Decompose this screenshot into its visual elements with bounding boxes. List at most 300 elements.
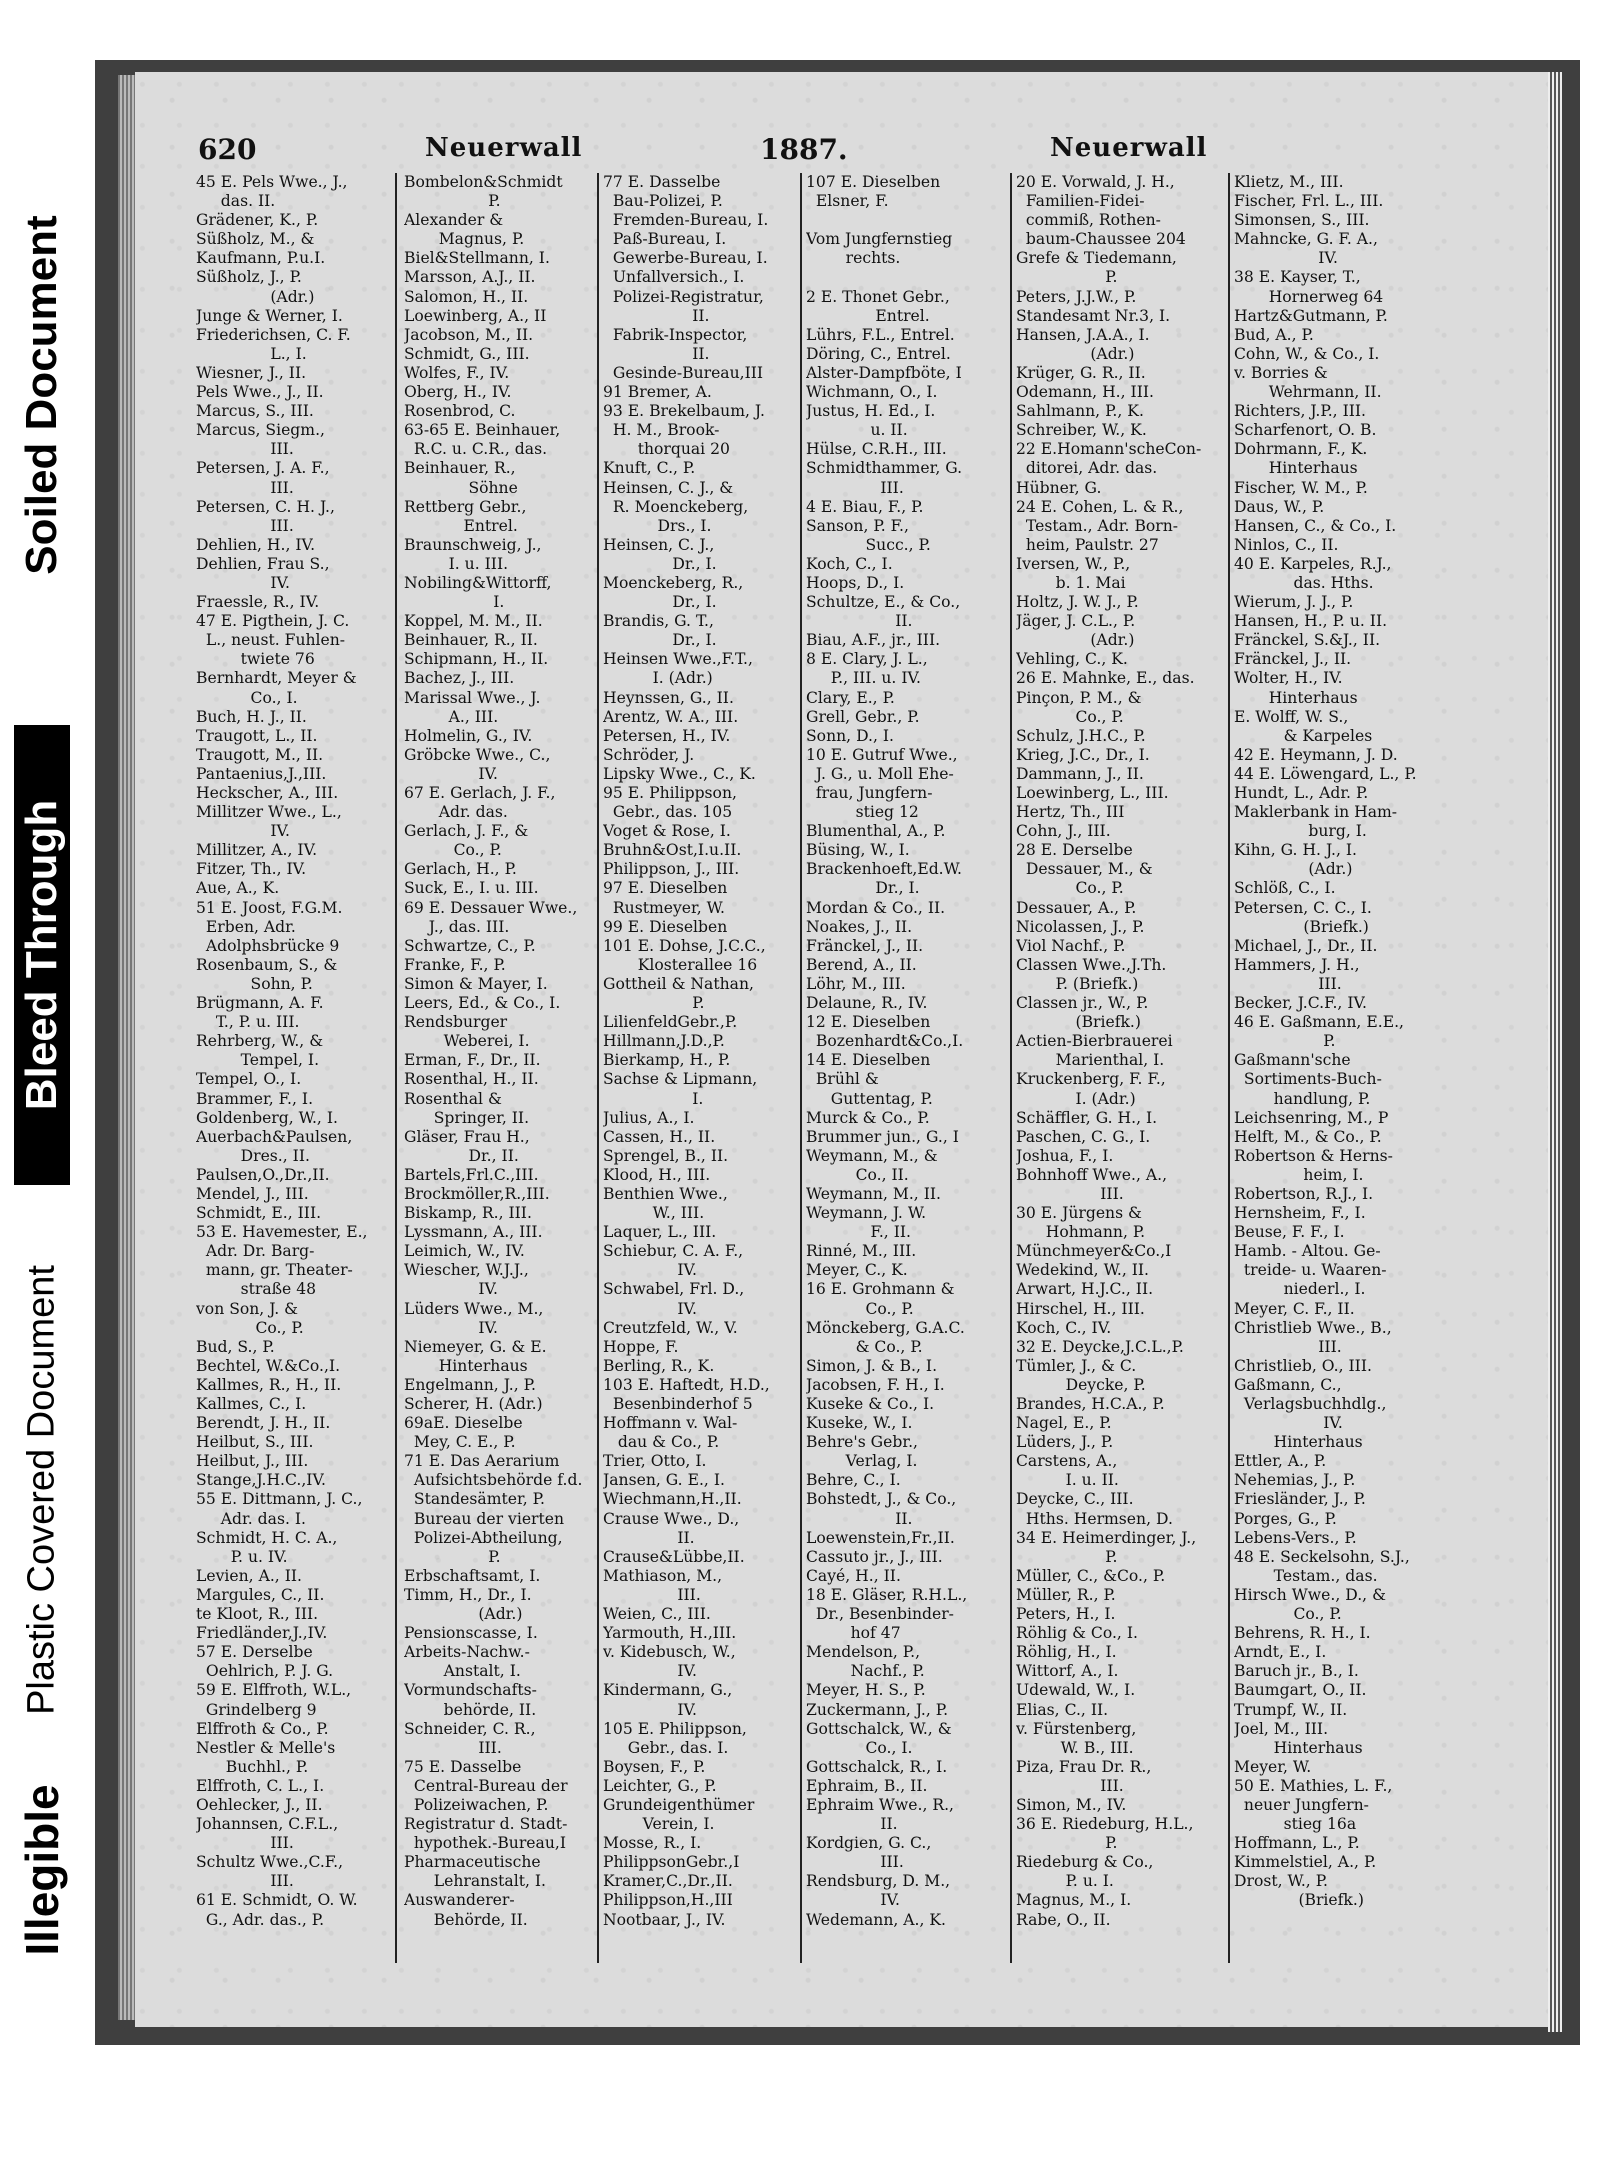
- directory-entry-line: IV.: [404, 764, 499, 783]
- directory-entry-line: IV.: [806, 1891, 901, 1910]
- directory-entry-line: 30 E. Jürgens &: [1016, 1204, 1142, 1223]
- directory-entry-line: Gerlach, H., P.: [404, 860, 517, 879]
- directory-entry-line: Bechtel, W.&Co.,I.: [196, 1356, 341, 1375]
- directory-entry-line: Nagel, E., P.: [1016, 1414, 1112, 1433]
- directory-entry-line: heim, Paulstr. 27: [1016, 535, 1159, 554]
- directory-entry-line: Pantaenius,J.,III.: [196, 764, 327, 783]
- directory-entry-line: Clary, E., P.: [806, 688, 895, 707]
- directory-entry-line: Grundeigenthümer: [603, 1795, 755, 1814]
- directory-entry-line: Behre's Gebr.,: [806, 1433, 918, 1452]
- directory-entry-line: Fränckel, J., II.: [806, 936, 924, 955]
- directory-entry-line: Arentz, W. A., III.: [603, 707, 739, 726]
- directory-entry-line: 45 E. Pels Wwe., J.,: [196, 173, 348, 191]
- directory-entry-line: E. Wolff, W. S.,: [1234, 707, 1349, 726]
- directory-entry-line: Laquer, L., III.: [603, 1223, 717, 1242]
- directory-entry-line: Kramer,C.,Dr.,II.: [603, 1872, 733, 1891]
- directory-entry-line: II.: [806, 1815, 898, 1834]
- directory-entry-line: Ettler, A., P.: [1234, 1452, 1327, 1471]
- directory-entry-line: Sprengel, B., II.: [603, 1146, 729, 1165]
- directory-entry-line: Hertz, Th., III: [1016, 803, 1125, 822]
- directory-entry-line: Heinsen Wwe.,F.T.,: [603, 650, 753, 669]
- directory-entry-line: Sanson, P. F.,: [806, 516, 909, 535]
- directory-entry-line: 97 E. Dieselben: [603, 879, 728, 898]
- directory-entry-line: Biau, A.F., jr., III.: [806, 631, 941, 650]
- directory-entry-line: Kaufmann, P.u.I.: [196, 249, 326, 268]
- directory-entry-line: & Co., P.: [806, 1337, 923, 1356]
- directory-entry-line: Loewinberg, A., II: [404, 306, 547, 325]
- directory-entry-line: Hansen, C., & Co., I.: [1234, 516, 1397, 535]
- directory-column-5: [1016, 173, 1224, 1973]
- directory-entry-line: Fremden-Bureau, I.: [603, 211, 769, 230]
- directory-entry-line: Hirschel, H., III.: [1016, 1299, 1145, 1318]
- directory-entry-line: G., Adr. das., P.: [196, 1910, 325, 1929]
- directory-entry-line: Friesländer, J., P.: [1234, 1490, 1366, 1509]
- directory-entry-line: Johannsen, C.F.L.,: [196, 1815, 339, 1834]
- directory-entry-line: Baumgart, O., II.: [1234, 1681, 1367, 1700]
- directory-entry-line: I. u. II.: [1016, 1471, 1119, 1490]
- directory-column-1: [196, 173, 386, 1973]
- directory-entry-line: Zuckermann, J., P.: [806, 1700, 949, 1719]
- directory-entry-line: Süßholz, J., P.: [196, 268, 302, 287]
- directory-entry-line: T., P. u. III.: [196, 1013, 300, 1032]
- directory-entry-line: Klood, H., III.: [603, 1165, 711, 1184]
- directory-entry-line: Schulz, J.H.C., P.: [1016, 726, 1146, 745]
- directory-entry-line: Fitzer, Th., IV.: [196, 860, 307, 879]
- directory-entry-line: Rettberg Gebr.,: [404, 497, 527, 516]
- directory-entry-line: Holtz, J. W. J., P.: [1016, 593, 1139, 612]
- directory-entry-line: III.: [196, 478, 294, 497]
- directory-entry-line: das. II.: [196, 192, 276, 211]
- directory-entry-line: Dammann, J., II.: [1016, 764, 1144, 783]
- directory-entry-line: Bohnhoff Wwe., A.,: [1016, 1165, 1168, 1184]
- directory-entry-line: II.: [806, 612, 913, 631]
- directory-entry-line: P.: [404, 192, 501, 211]
- directory-entry-line: Dr., I.: [603, 554, 717, 573]
- directory-entry-line: Meyer, C., K.: [806, 1261, 908, 1280]
- directory-entry-line: P.: [1234, 1032, 1336, 1051]
- directory-entry-line: 36 E. Riedeburg, H.L.,: [1016, 1815, 1194, 1834]
- directory-entry-line: Hübner, G.: [1016, 478, 1102, 497]
- directory-entry-line: Verlagsbuchhdlg.,: [1234, 1395, 1387, 1413]
- directory-entry-line: Trier, Otto, I.: [603, 1452, 707, 1471]
- directory-entry-line: Becker, J.C.F., IV.: [1234, 994, 1367, 1013]
- directory-entry-line: Bachez, J., III.: [404, 669, 515, 688]
- directory-entry-line: 32 E. Deycke,J.C.L.,P.: [1016, 1337, 1184, 1356]
- directory-entry-line: Alexander &: [404, 211, 504, 230]
- directory-entry-line: Mendel, J., III.: [196, 1184, 309, 1203]
- directory-entry-line: IV.: [196, 822, 291, 841]
- directory-entry-line: 44 E. Löwengard, L., P.: [1234, 764, 1417, 783]
- directory-entry-line: I. (Adr.): [603, 669, 713, 688]
- directory-entry-line: 55 E. Dittmann, J. C.,: [196, 1490, 363, 1509]
- directory-entry-line: Daus, W., P.: [1234, 497, 1325, 516]
- directory-entry-line: Klosterallee 16: [603, 955, 758, 974]
- directory-entry-line: P.: [1016, 1547, 1118, 1566]
- directory-entry-line: 20 E. Vorwald, J. H.,: [1016, 173, 1175, 191]
- directory-entry-line: Moenckeberg, R.,: [603, 573, 744, 592]
- directory-entry-line: v. Borries &: [1234, 363, 1328, 382]
- left-street-title: Neuerwall: [425, 133, 583, 163]
- directory-entry-line: Schiebur, C. A. F.,: [603, 1242, 744, 1261]
- directory-entry-line: P. (Briefk.): [1016, 974, 1139, 993]
- directory-entry-line: Registratur d. Stadt-: [404, 1815, 568, 1834]
- directory-entry-line: Oehlecker, J., II.: [196, 1795, 323, 1814]
- directory-entry-line: Dr., II.: [404, 1146, 519, 1165]
- directory-entry-line: Auswanderer-: [404, 1891, 515, 1910]
- directory-entry-line: 101 E. Dohse, J.C.C.,: [603, 936, 766, 955]
- directory-entry-line: Maklerbank in Ham-: [1234, 803, 1398, 822]
- directory-entry-line: Christlieb, O., III.: [1234, 1356, 1372, 1375]
- directory-entry-line: Leimich, W., IV.: [404, 1242, 525, 1261]
- directory-entry-line: Petersen, C. H. J.,: [196, 497, 335, 516]
- column-divider: [800, 173, 802, 1963]
- directory-entry-line: Weymann, M., &: [806, 1146, 938, 1165]
- directory-entry-line: IV.: [196, 573, 291, 592]
- directory-entry-line: 75 E. Dasselbe: [404, 1757, 522, 1776]
- directory-entry-line: Pinçon, P. M., &: [1016, 688, 1142, 707]
- directory-entry-line: Friedländer,J.,IV.: [196, 1624, 328, 1643]
- directory-entry-line: (Briefk.): [1016, 1013, 1141, 1032]
- directory-entry-line: von Son, J. &: [196, 1299, 299, 1318]
- directory-entry-line: (Adr.): [1234, 860, 1353, 879]
- directory-entry-line: heim, I.: [1234, 1165, 1364, 1184]
- directory-entry-line: III.: [196, 516, 294, 535]
- directory-entry-line: I.: [603, 1089, 704, 1108]
- directory-entry-line: Joshua, F., I.: [1016, 1146, 1114, 1165]
- directory-entry-line: Boysen, F., P.: [603, 1757, 706, 1776]
- directory-entry-line: 47 E. Pigthein, J. C.: [196, 612, 350, 631]
- directory-entry-line: IV.: [603, 1299, 698, 1318]
- directory-entry-line: Kruckenberg, F. F.,: [1016, 1070, 1166, 1089]
- directory-entry-line: Marienthal, I.: [1016, 1051, 1165, 1070]
- directory-entry-line: u. II.: [806, 421, 908, 440]
- directory-entry-line: (Adr.): [1016, 344, 1135, 363]
- directory-entry-line: 10 E. Gutruf Wwe.,: [806, 745, 958, 764]
- directory-entry-line: 22 E.Homann'scheCon-: [1016, 440, 1202, 459]
- directory-entry-line: 8 E. Clary, J. L.,: [806, 650, 928, 669]
- directory-entry-line: Scherer, H. (Adr.): [404, 1395, 543, 1413]
- directory-entry-line: niederl., I.: [1234, 1280, 1366, 1299]
- directory-entry-line: Richters, J.P., III.: [1234, 402, 1367, 421]
- directory-entry-line: Cayé, H., II.: [806, 1566, 901, 1585]
- directory-entry-line: 99 E. Dieselben: [603, 917, 728, 936]
- directory-entry-line: Erbschaftsamt, I.: [404, 1566, 541, 1585]
- directory-entry-line: Vehling, C., K.: [1016, 650, 1128, 669]
- directory-entry-line: Cohn, W., & Co., I.: [1234, 344, 1380, 363]
- directory-entry-line: [806, 211, 1006, 230]
- directory-entry-line: IV.: [603, 1700, 698, 1719]
- directory-entry-line: Bruhn&Ost,I.u.II.: [603, 841, 742, 860]
- column-divider: [597, 173, 599, 1963]
- column-divider: [1228, 173, 1230, 1963]
- directory-entry-line: Löhr, M., III.: [806, 974, 906, 993]
- directory-entry-line: Rendsburg, D. M.,: [806, 1872, 951, 1891]
- directory-entry-line: Actien-Bierbrauerei: [1016, 1032, 1173, 1051]
- directory-entry-line: 24 E. Cohen, L. & R.,: [1016, 497, 1184, 516]
- directory-entry-line: Büsing, W., I.: [806, 841, 910, 860]
- directory-entry-line: Gottheil & Nathan,: [603, 974, 754, 993]
- directory-entry-line: das. Hths.: [1234, 573, 1374, 592]
- directory-entry-line: Müller, R., P.: [1016, 1585, 1116, 1604]
- directory-entry-line: Magnus, M., I.: [1016, 1891, 1132, 1910]
- year-title: 1887.: [760, 133, 848, 166]
- directory-entry-line: (Briefk.): [1234, 1891, 1364, 1910]
- directory-entry-line: III.: [404, 1738, 502, 1757]
- directory-entry-line: Jäger, J. C.L., P.: [1016, 612, 1136, 631]
- directory-entry-line: Lebens-Vers., P.: [1234, 1528, 1357, 1547]
- directory-entry-line: Mendelson, P.,: [806, 1643, 921, 1662]
- directory-entry-line: Weymann, J. W.: [806, 1204, 927, 1223]
- directory-entry-line: 59 E. Elffroth, W.L.,: [196, 1681, 352, 1700]
- directory-entry-line: Pensionscasse, I.: [404, 1624, 538, 1643]
- directory-entry-line: Alster-Dampfböte, I: [806, 363, 962, 382]
- directory-entry-line: Münchmeyer&Co.,I: [1016, 1242, 1172, 1261]
- directory-entry-line: Wedemann, A., K.: [806, 1910, 947, 1929]
- directory-entry-line: Kindermann, G.,: [603, 1681, 733, 1700]
- sidebar: [0, 0, 85, 2177]
- directory-entry-line: 69 E. Dessauer Wwe.,: [404, 898, 578, 917]
- directory-entry-line: Grell, Gebr., P.: [806, 707, 920, 726]
- directory-entry-line: Iversen, W., P.,: [1016, 554, 1131, 573]
- directory-entry-line: Wehrmann, II.: [1234, 383, 1382, 402]
- directory-entry-line: Levien, A., II.: [196, 1566, 302, 1585]
- directory-entry-line: Hinterhaus: [1234, 1433, 1363, 1452]
- directory-entry-line: Guttentag, P.: [806, 1089, 933, 1108]
- directory-entry-line: Salomon, H., II.: [404, 287, 529, 306]
- directory-entry-line: Heckscher, A., III.: [196, 784, 339, 802]
- directory-entry-line: Holmelin, G., IV.: [404, 726, 533, 745]
- directory-entry-line: Mönckeberg, G.A.C.: [806, 1318, 965, 1337]
- directory-entry-line: ditorei, Adr. das.: [1016, 459, 1158, 478]
- directory-entry-line: Loewenstein,Fr.,II.: [806, 1528, 955, 1547]
- directory-entry-line: Co., P.: [196, 1318, 304, 1337]
- directory-entry-line: Leichsenring, M., P: [1234, 1108, 1389, 1127]
- directory-entry-line: Fränckel, S.&J., II.: [1234, 631, 1381, 650]
- directory-entry-line: Hinterhaus: [1234, 688, 1358, 707]
- directory-entry-line: Meyer, C. F., II.: [1234, 1299, 1355, 1318]
- directory-entry-line: Schmidthammer, G.: [806, 459, 963, 478]
- directory-entry-line: Dres., II.: [196, 1146, 310, 1165]
- directory-entry-line: Tempel, O., I.: [196, 1070, 302, 1089]
- directory-entry-line: Magnus, P.: [404, 230, 525, 249]
- directory-entry-line: Fabrik-Inspector,: [603, 325, 748, 344]
- page-stack-edge: [118, 75, 136, 2020]
- directory-entry-line: Unfallversich., I.: [603, 268, 745, 287]
- directory-entry-line: Sortiments-Buch-: [1234, 1070, 1382, 1089]
- directory-entry-line: Goldenberg, W., I.: [196, 1108, 338, 1127]
- directory-entry-line: Rosenthal &: [404, 1089, 502, 1108]
- directory-entry-line: Schwartze, C., P.: [404, 936, 536, 955]
- directory-entry-line: Dr., I.: [603, 593, 717, 612]
- directory-entry-line: III.: [806, 1853, 904, 1872]
- bleed-through-label: Bleed Through: [17, 799, 66, 1111]
- directory-entry-line: 26 E. Mahnke, E., das.: [1016, 669, 1195, 688]
- directory-entry-line: Co., I.: [806, 1738, 913, 1757]
- directory-entry-line: Kuseke & Co., I.: [806, 1395, 935, 1413]
- directory-entry-line: Justus, H. Ed., I.: [806, 402, 936, 421]
- directory-entry-line: Meyer, H. S., P.: [806, 1681, 926, 1700]
- directory-entry-line: Schwabel, Frl. D.,: [603, 1280, 745, 1299]
- directory-entry-line: Leers, Ed., & Co., I.: [404, 994, 561, 1013]
- column-divider: [1010, 173, 1012, 1963]
- directory-entry-line: L., neust. Fuhlen-: [196, 631, 346, 650]
- directory-entry-line: Wiesner, J., II.: [196, 363, 307, 382]
- directory-entry-line: Auerbach&Paulsen,: [196, 1127, 353, 1146]
- directory-entry-line: Hillmann,J.D.,P.: [603, 1032, 725, 1051]
- directory-entry-line: Gebr., das. 105: [603, 803, 733, 822]
- directory-entry-line: Schneider, C. R.,: [404, 1719, 536, 1738]
- directory-entry-line: Fraessle, R., IV.: [196, 593, 320, 612]
- directory-entry-line: Rosenbaum, S., &: [196, 955, 338, 974]
- directory-entry-line: H. M., Brook-: [603, 421, 720, 440]
- directory-entry-line: Bierkamp, H., P.: [603, 1051, 731, 1070]
- directory-entry-line: Heynssen, G., II.: [603, 688, 734, 707]
- directory-entry-line: R.C. u. C.R., das.: [404, 440, 548, 459]
- directory-entry-line: Söhne: [404, 478, 518, 497]
- directory-entry-line: 42 E. Heymann, J. D.: [1234, 745, 1398, 764]
- directory-entry-line: Dohrmann, F., K.: [1234, 440, 1368, 459]
- directory-entry-line: Sahlmann, P., K.: [1016, 402, 1144, 421]
- directory-entry-line: Robertson & Herns-: [1234, 1146, 1393, 1165]
- directory-entry-line: Kordgien, G. C.,: [806, 1834, 932, 1853]
- directory-entry-line: Succ., P.: [806, 535, 931, 554]
- directory-entry-line: P. u. I.: [1016, 1872, 1114, 1891]
- directory-entry-line: Co., P.: [1016, 707, 1124, 726]
- directory-entry-line: Schmidt, E., III.: [196, 1204, 322, 1223]
- directory-entry-line: Classen jr., W., P.: [1016, 994, 1149, 1013]
- directory-entry-line: rechts.: [806, 249, 901, 268]
- directory-entry-line: Simon, M., IV.: [1016, 1795, 1127, 1814]
- directory-entry-line: Entrel.: [806, 306, 930, 325]
- directory-entry-line: LilienfeldGebr.,P.: [603, 1013, 738, 1032]
- directory-entry-line: Noakes, J., II.: [806, 917, 913, 936]
- directory-entry-line: Hansen, H., P. u. II.: [1234, 612, 1388, 631]
- directory-entry-line: Loewinberg, L., III.: [1016, 784, 1169, 802]
- directory-entry-line: Berend, A., II.: [806, 955, 917, 974]
- soiled-document-label: Soiled Document: [17, 215, 66, 575]
- directory-entry-line: Franke, F., P.: [404, 955, 506, 974]
- directory-entry-line: Viol Nachf., P.: [1016, 936, 1126, 955]
- directory-entry-line: neuer Jungfern-: [1234, 1795, 1369, 1814]
- directory-entry-line: v. Fürstenberg,: [1016, 1719, 1137, 1738]
- directory-entry-line: Dessauer, M., &: [1016, 860, 1153, 879]
- directory-entry-line: straße 48: [196, 1280, 317, 1299]
- directory-entry-line: Schäffler, G. H., I.: [1016, 1108, 1158, 1127]
- illegible-label: Illegible: [16, 1784, 68, 1956]
- column-divider: [395, 173, 397, 1963]
- directory-entry-line: Aue, A., K.: [196, 879, 280, 898]
- directory-entry-line: Buch, H. J., II.: [196, 707, 307, 726]
- directory-entry-line: Dr., I.: [603, 631, 717, 650]
- directory-entry-line: Marcus, Siegm.,: [196, 421, 325, 440]
- directory-entry-line: Behrens, R. H., I.: [1234, 1624, 1371, 1643]
- directory-entry-line: stieg 12: [806, 803, 919, 822]
- directory-entry-line: Marissal Wwe., J.: [404, 688, 541, 707]
- directory-entry-line: Carstens, A.,: [1016, 1452, 1118, 1471]
- directory-entry-line: Leichter, G., P.: [603, 1776, 717, 1795]
- directory-entry-line: Kimmelstiel, A., P.: [1234, 1853, 1377, 1872]
- directory-entry-line: Anstalt, I.: [404, 1662, 521, 1681]
- directory-entry-line: J. G., u. Moll Ehe-: [806, 764, 954, 783]
- directory-entry-line: Oehlrich, P. J. G.: [196, 1662, 334, 1681]
- directory-entry-line: Wichmann, O., I.: [806, 383, 938, 402]
- directory-entry-line: 4 E. Biau, F., P.: [806, 497, 924, 516]
- directory-entry-line: Hülse, C.R.H., III.: [806, 440, 947, 459]
- directory-entry-line: Aufsichtsbehörde f.d.: [404, 1471, 583, 1490]
- directory-entry-line: Lipsky Wwe., C., K.: [603, 764, 756, 783]
- directory-entry-line: (Adr.): [404, 1605, 523, 1624]
- directory-entry-line: Gröbcke Wwe., C.,: [404, 745, 551, 764]
- directory-entry-line: (Adr.): [196, 287, 315, 306]
- directory-entry-line: 50 E. Mathies, L. F.,: [1234, 1776, 1393, 1795]
- directory-entry-line: Hinterhaus: [1234, 459, 1358, 478]
- directory-entry-line: commiß, Rothen-: [1016, 211, 1161, 230]
- directory-entry-line: Sohn, P.: [196, 974, 313, 993]
- directory-entry-line: Cassen, H., II.: [603, 1127, 716, 1146]
- directory-entry-line: Standesamt Nr.3, I.: [1016, 306, 1171, 325]
- directory-entry-line: Sonn, D., I.: [806, 726, 895, 745]
- directory-entry-line: Christlieb Wwe., B.,: [1234, 1318, 1392, 1337]
- directory-entry-line: Besenbinderhof 5: [603, 1395, 753, 1413]
- directory-entry-line: Behre, C., I.: [806, 1471, 901, 1490]
- directory-entry-line: Schlöß, C., I.: [1234, 879, 1336, 898]
- directory-entry-line: Hoffmann v. Wal-: [603, 1414, 738, 1433]
- directory-entry-line: Blumenthal, A., P.: [806, 822, 946, 841]
- directory-entry-line: behörde, II.: [404, 1700, 537, 1719]
- directory-entry-line: Hartz&Gutmann, P.: [1234, 306, 1388, 325]
- directory-entry-line: 57 E. Derselbe: [196, 1643, 313, 1662]
- directory-entry-line: Odemann, H., III.: [1016, 383, 1154, 402]
- directory-entry-line: Biskamp, R., III.: [404, 1204, 532, 1223]
- directory-entry-line: Piza, Frau Dr. R.,: [1016, 1757, 1152, 1776]
- directory-entry-line: Simon & Mayer, I.: [404, 974, 548, 993]
- directory-entry-line: Brandis, G. T.,: [603, 612, 714, 631]
- directory-entry-line: Dr., Besenbinder-: [806, 1605, 954, 1624]
- directory-entry-line: Bud, S., P.: [196, 1337, 275, 1356]
- directory-column-4: [806, 173, 1006, 1973]
- directory-entry-line: baum-Chaussee 204: [1016, 230, 1186, 249]
- directory-entry-line: Nachf., P.: [806, 1662, 925, 1681]
- right-street-title: Neuerwall: [1050, 133, 1208, 163]
- directory-entry-line: II.: [806, 1509, 913, 1528]
- directory-entry-line: Rosenbrod, C.: [404, 402, 516, 421]
- directory-entry-line: II.: [603, 1528, 695, 1547]
- directory-entry-line: Helft, M., & Co., P.: [1234, 1127, 1382, 1146]
- directory-entry-line: P.: [404, 1547, 501, 1566]
- directory-entry-line: Gaßmann, C.,: [1234, 1375, 1342, 1394]
- directory-entry-line: Standesämter, P.: [404, 1490, 545, 1509]
- directory-entry-line: treide- u. Waaren-: [1234, 1261, 1387, 1280]
- directory-entry-line: Lührs, F.L., Entrel.: [806, 325, 955, 344]
- directory-entry-line: Klietz, M., III.: [1234, 173, 1344, 191]
- directory-entry-line: Hammers, J. H.,: [1234, 955, 1360, 974]
- directory-entry-line: Crause Wwe., D.,: [603, 1509, 740, 1528]
- directory-entry-line: Margules, C., II.: [196, 1585, 325, 1604]
- directory-entry-line: frau, Jungfern-: [806, 784, 933, 802]
- directory-entry-line: Elffroth & Co., P.: [196, 1719, 329, 1738]
- directory-entry-line: Drs., I.: [603, 516, 712, 535]
- directory-entry-line: b. 1. Mai: [1016, 573, 1126, 592]
- directory-entry-line: Meyer, W.: [1234, 1757, 1312, 1776]
- directory-entry-line: Elsner, F.: [806, 192, 889, 211]
- directory-entry-line: Behörde, II.: [404, 1910, 528, 1929]
- directory-entry-line: Yarmouth, H.,III.: [603, 1624, 737, 1643]
- directory-entry-line: Süßholz, M., &: [196, 230, 315, 249]
- directory-entry-line: Co., II.: [806, 1165, 909, 1184]
- directory-entry-line: Adr. Dr. Barg-: [196, 1242, 315, 1261]
- directory-entry-line: Schröder, J.: [603, 745, 695, 764]
- directory-entry-line: Elias, C., II.: [1016, 1700, 1109, 1719]
